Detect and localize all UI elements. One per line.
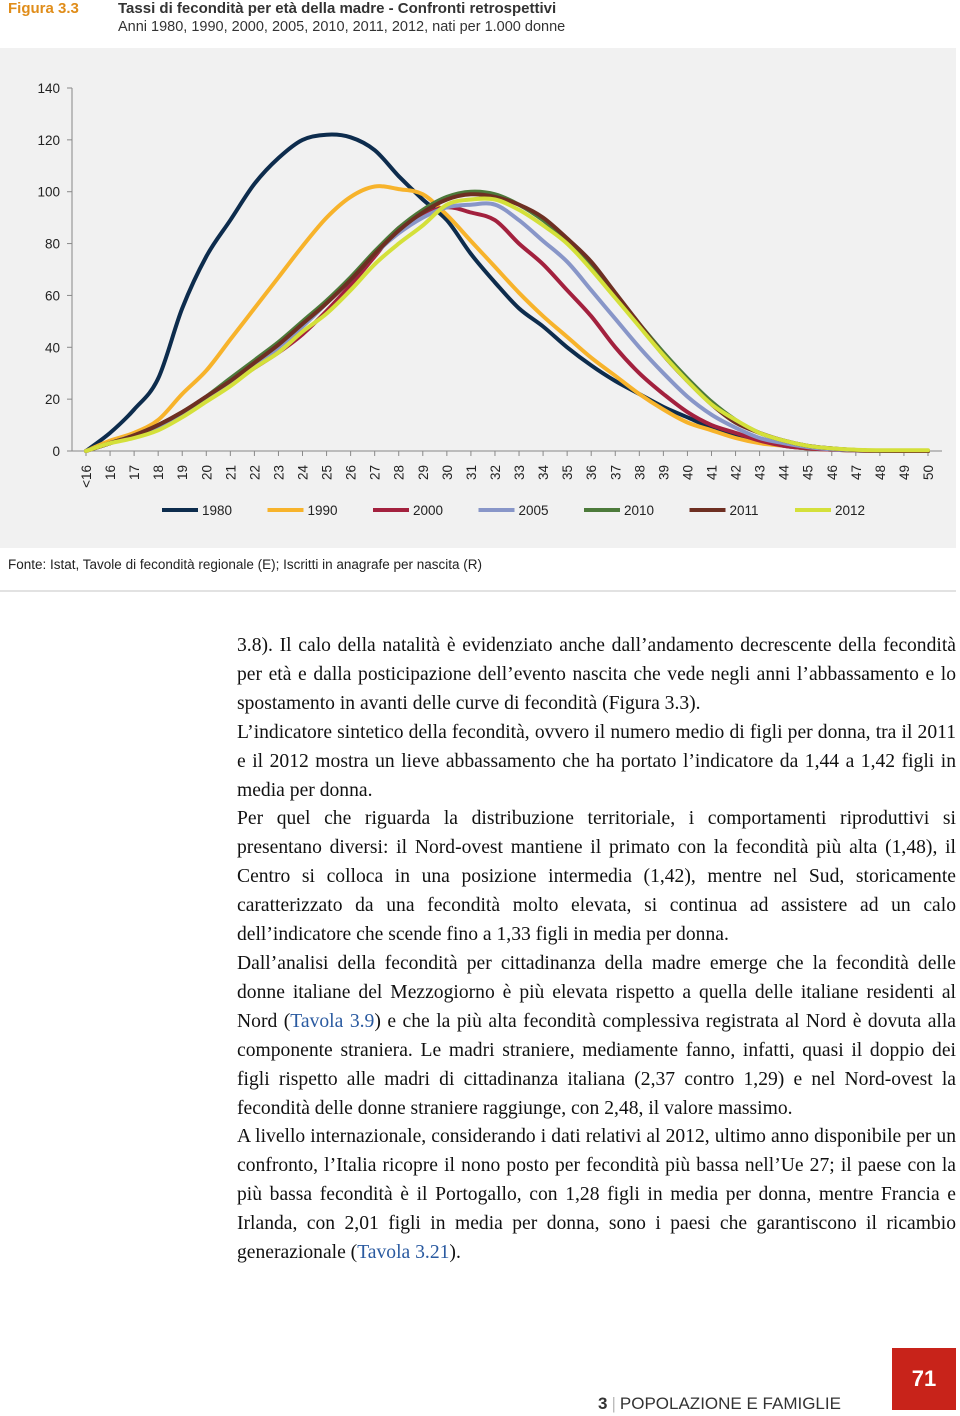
- series-line-1980: [86, 135, 928, 451]
- link-tavola-3-21[interactable]: Tavola 3.21: [357, 1242, 450, 1264]
- x-tick-label: 20: [199, 465, 215, 481]
- y-tick-label: 0: [52, 444, 60, 459]
- y-tick-label: 40: [44, 340, 60, 356]
- y-tick-label: 80: [44, 236, 60, 252]
- footer-separator: |: [611, 1394, 616, 1413]
- x-axis: [72, 451, 942, 488]
- chapter-title: POPOLAZIONE E FAMIGLIE: [619, 1394, 841, 1413]
- body-text: [237, 632, 956, 1268]
- y-tick-label: 100: [37, 184, 60, 200]
- x-tick-label: 46: [824, 465, 840, 481]
- legend-label-2000: 2000: [413, 503, 444, 518]
- x-tick-label: 27: [367, 465, 383, 481]
- y-tick-label: 120: [37, 132, 60, 148]
- x-tick-label: 21: [223, 465, 239, 481]
- paragraph-2: L’indicatore sintetico della fecondità, ovvero il numero medio di figli per donna, tra il 2011 e il 2012 mostra un lieve abbassamento che ha portato l’indicatore da 1,44 a 1,42 figli in media per donna.: [237, 721, 956, 801]
- x-tick-label: 28: [391, 465, 407, 481]
- figure-title: Tassi di fecondità per età della madre - Confronti retrospettivi: [118, 0, 557, 17]
- series-line-1990: [86, 186, 928, 451]
- legend-label-2011: 2011: [729, 503, 759, 518]
- x-tick-label: 36: [584, 465, 600, 481]
- x-tick-label: 40: [680, 465, 696, 481]
- paragraph-3: Per quel che riguarda la distribuzione territoriale, i comportamenti riproduttivi si presentano diversi: il Nord-ovest mantiene il primato con la fecondità più alta (1,48), il Centro si colloca in una posizione intermedia (1,42), mentre nel Sud, storicamente caratterizzato da una fecondità molto elevata, si continua ad assistere ad un calo dell’indicatore che scende fino a 1,33 figli in media per donna.: [237, 808, 956, 946]
- x-tick-label: 37: [608, 465, 624, 481]
- x-tick-label: 48: [872, 465, 888, 481]
- paragraph-5-text-a: A livello internazionale, considerando i dati relativi al 2012, ultimo anno disponibile per un confronto, l’Italia ricopre il nono posto per fecondità più bassa nell’Ue 27; il paese con la più bassa fecondità è il Portogallo, con 1,28 figli in media per donna, mentre Francia e Irlanda, con 2,01 figli in media per donna, sono i paesi che garantiscono il ricambio generazionale (: [237, 1126, 956, 1264]
- x-tick-label: 26: [343, 465, 359, 481]
- x-tick-label: 22: [247, 465, 263, 481]
- x-tick-label: 17: [127, 465, 143, 481]
- legend-label-2005: 2005: [518, 503, 549, 518]
- x-tick-label: 47: [848, 465, 864, 481]
- x-tick-label: 30: [439, 465, 455, 481]
- x-tick-label: 25: [319, 465, 335, 481]
- x-tick-label: 50: [921, 465, 936, 481]
- x-tick-label: 39: [656, 465, 672, 481]
- page-number: 71: [892, 1348, 956, 1410]
- x-tick-label: 49: [896, 465, 912, 481]
- x-tick-label: 29: [415, 465, 431, 481]
- y-tick-label: 20: [44, 392, 60, 408]
- x-tick-label: 41: [704, 465, 720, 481]
- figure-subtitle: Anni 1980, 1990, 2000, 2005, 2010, 2011, 2012, nati per 1.000 donne: [118, 19, 566, 35]
- x-tick-label: <16: [79, 465, 94, 488]
- legend-label-1980: 1980: [202, 503, 233, 518]
- x-tick-label: 19: [175, 465, 191, 481]
- link-tavola-3-9[interactable]: Tavola 3.9: [290, 1010, 375, 1032]
- paragraph-4-text-b: ) e che la più alta fecondità complessiva registrata al Nord è dovuta alla componente straniera. Le madri straniere, mediamente fanno, infatti, quasi il doppio dei figli rispetto alle madri di cittadinanza italiana (2,37 contro 1,29) e nel Nord-ovest la fecondità delle donne straniere raggiunge, con 2,48, il valore massimo.: [237, 1010, 956, 1119]
- legend-label-2010: 2010: [624, 503, 655, 518]
- x-tick-label: 16: [103, 465, 119, 481]
- y-axis: [37, 81, 72, 459]
- x-tick-label: 33: [512, 465, 528, 481]
- x-tick-label: 43: [752, 465, 768, 481]
- chart-legend: [162, 503, 865, 518]
- series-lines: [86, 135, 928, 451]
- x-tick-label: 32: [487, 465, 503, 481]
- y-tick-label: 60: [44, 288, 60, 304]
- x-tick-label: 35: [560, 465, 576, 481]
- paragraph-5-text-b: ).: [449, 1242, 461, 1264]
- figure-source: Fonte: Istat, Tavole di fecondità regionale (E); Iscritti in anagrafe per nascita (R): [8, 557, 482, 572]
- figure-label: Figura 3.3: [8, 0, 79, 17]
- divider: [0, 590, 956, 592]
- x-tick-label: 34: [536, 465, 552, 481]
- paragraph-1: 3.8). Il calo della natalità è evidenziato anche dall’andamento decrescente della fecondità per età e dalla posticipazione dell’evento nascita che vede negli anni l’abbassamento e lo spostamento in avanti delle curve di fecondità (Figura 3.3).: [237, 635, 956, 714]
- paragraph-5: [237, 1123, 956, 1268]
- y-tick-label: 140: [37, 81, 60, 96]
- x-tick-label: 23: [271, 465, 287, 481]
- paragraph-4-text-a: Dall’analisi della fecondità per cittadinanza della madre emerge che la fecondità delle donne italiane del Mezzogiorno è più elevata rispetto a quella delle italiane residenti al Nord (: [237, 952, 956, 1032]
- x-tick-label: 42: [728, 465, 744, 481]
- x-tick-label: 31: [463, 465, 479, 481]
- fertility-line-chart: [0, 48, 956, 548]
- x-tick-label: 18: [151, 465, 167, 481]
- legend-label-2012: 2012: [835, 503, 866, 518]
- x-tick-label: 45: [800, 465, 816, 481]
- series-line-2012: [86, 199, 928, 451]
- x-tick-label: 24: [295, 465, 311, 481]
- legend-label-1990: 1990: [307, 503, 338, 518]
- x-tick-label: 38: [632, 465, 648, 481]
- x-tick-label: 44: [776, 465, 792, 481]
- chapter-number: 3: [598, 1394, 608, 1413]
- chapter-footer: [598, 1394, 841, 1414]
- series-line-2005: [86, 203, 928, 451]
- paragraph-4: [237, 950, 956, 1123]
